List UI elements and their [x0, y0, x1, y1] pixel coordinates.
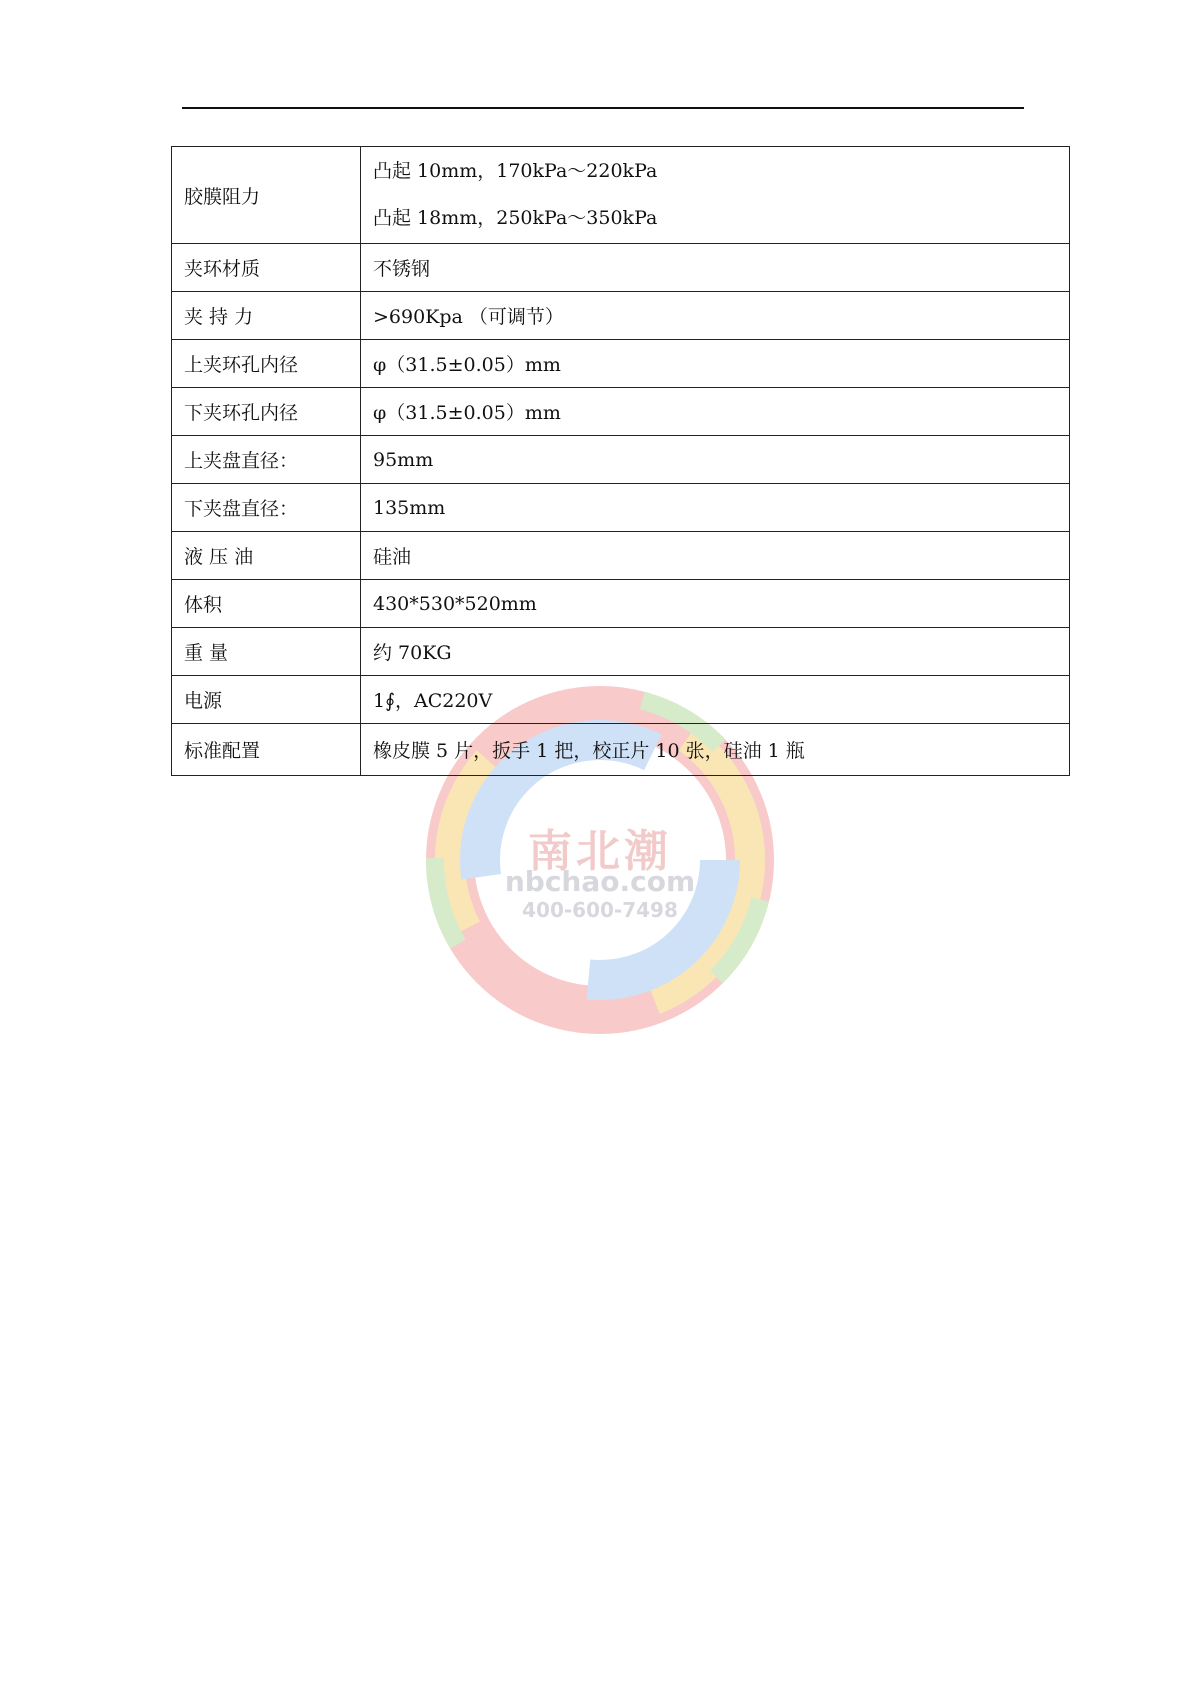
watermark-phone: 400-600-7498 [522, 898, 678, 922]
spec-value: >690Kpa （可调节） [361, 292, 1070, 340]
table-row [172, 580, 1070, 628]
spec-label: 下夹盘直径： [172, 484, 361, 532]
spec-label: 上夹环孔内径 [172, 340, 361, 388]
spec-label: 重 量 [172, 628, 361, 676]
table-row [172, 628, 1070, 676]
spec-label: 液 压 油 [172, 532, 361, 580]
watermark-brand-en: nbchao.com [504, 865, 696, 898]
table-row [172, 532, 1070, 580]
watermark-brand-cn: 南北潮 [528, 826, 672, 877]
spec-value: 135mm [361, 484, 1070, 532]
spec-label: 上夹盘直径： [172, 436, 361, 484]
table-row [172, 244, 1070, 292]
spec-value: 硅油 [361, 532, 1070, 580]
spec-value: 430*530*520mm [361, 580, 1070, 628]
spec-label: 下夹环孔内径 [172, 388, 361, 436]
spec-label: 夹环材质 [172, 244, 361, 292]
table-row [172, 676, 1070, 724]
spec-value: 不锈钢 [361, 244, 1070, 292]
spec-label: 标准配置 [172, 724, 361, 776]
table-row [172, 724, 1070, 776]
spec-value-line: 凸起 18mm，250kPa～350kPa [373, 207, 658, 229]
spec-table [171, 146, 1070, 776]
table-row [172, 147, 1070, 244]
spec-value: 1∮，AC220V [361, 676, 1070, 724]
spec-value: φ（31.5±0.05）mm [361, 340, 1070, 388]
spec-label: 胶膜阻力 [172, 147, 361, 244]
header-rule [182, 107, 1024, 109]
spec-label: 体积 [172, 580, 361, 628]
table-row [172, 436, 1070, 484]
table-row [172, 292, 1070, 340]
table-row [172, 340, 1070, 388]
spec-value: 约 70KG [361, 628, 1070, 676]
spec-value: 95mm [361, 436, 1070, 484]
spec-value [361, 147, 1070, 244]
spec-label: 电源 [172, 676, 361, 724]
spec-value: 橡皮膜 5 片，扳手 1 把，校正片 10 张，硅油 1 瓶 [361, 724, 1070, 776]
table-row [172, 388, 1070, 436]
table-row [172, 484, 1070, 532]
spec-value: φ（31.5±0.05）mm [361, 388, 1070, 436]
spec-value-line: 凸起 10mm，170kPa～220kPa [373, 160, 658, 182]
spec-label: 夹 持 力 [172, 292, 361, 340]
